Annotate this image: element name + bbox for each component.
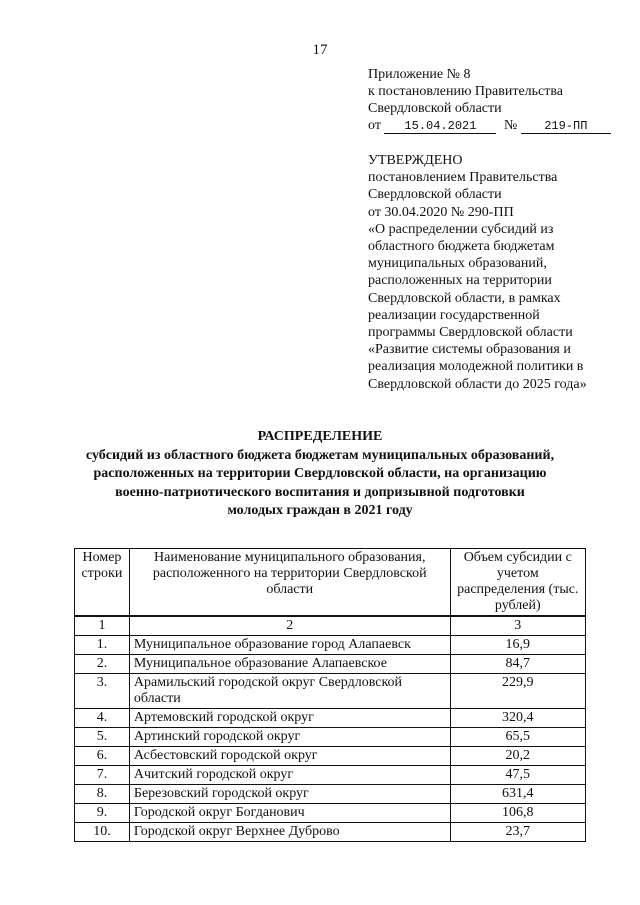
row-number: 6. — [75, 747, 130, 766]
header-row-number: Номер строки — [75, 549, 130, 617]
row-number: 8. — [75, 785, 130, 804]
row-number: 5. — [75, 728, 130, 747]
approved-block — [368, 152, 618, 393]
approved-line: Свердловской области — [368, 187, 502, 203]
subsidy-value: 65,5 — [450, 728, 585, 747]
municipality-name: Ачитский городской округ — [129, 766, 450, 785]
header-subsidy-volume: Объем субсидии с учетом распределения (тыс. рублей) — [450, 549, 585, 617]
table-row — [75, 766, 586, 785]
column-number: 3 — [450, 616, 585, 636]
approved-line: областного бюджета бюджетам — [368, 239, 555, 255]
row-number: 9. — [75, 804, 130, 823]
title-line: расположенных на территории Свердловской области, на организацию — [93, 466, 547, 481]
table-row — [75, 785, 586, 804]
subsidy-value: 84,7 — [450, 655, 585, 674]
municipality-name: Артинский городской округ — [129, 728, 450, 747]
resolution-date: 15.04.2021 — [384, 120, 496, 134]
title-line: военно-патриотического воспитания и допризывной подготовки — [115, 484, 525, 500]
header-municipality: Наименование муниципального образования, расположенного на территории Свердловской области — [129, 549, 450, 617]
table-row — [75, 823, 586, 842]
table-row — [75, 747, 586, 766]
table-row — [75, 674, 586, 709]
row-number: 2. — [75, 655, 130, 674]
subsidy-value: 47,5 — [450, 766, 585, 785]
approved-line: постановлением Правительства — [368, 170, 558, 186]
table-header-row — [75, 549, 586, 617]
approved-line: Свердловской области до 2025 года» — [368, 376, 587, 392]
subsidy-value: 106,8 — [450, 804, 585, 823]
approved-line: УТВЕРЖДЕНО — [368, 153, 463, 168]
municipality-name: Артемовский городской округ — [129, 709, 450, 728]
table-row — [75, 728, 586, 747]
subsidy-value: 631,4 — [450, 785, 585, 804]
title-line: субсидий из областного бюджета бюджетам муниципальных образований, — [85, 447, 555, 463]
table-row — [75, 636, 586, 655]
distribution-table — [74, 548, 586, 842]
column-number: 2 — [129, 616, 450, 636]
approved-line: расположенных на территории — [368, 273, 552, 289]
approved-line: муниципальных образований, — [368, 256, 547, 272]
title-heading: РАСПРЕДЕЛЕНИЕ — [257, 429, 383, 444]
subsidy-value: 16,9 — [450, 636, 585, 655]
subsidy-value: 23,7 — [450, 823, 585, 842]
approved-line: программы Свердловской области — [368, 325, 573, 341]
column-number-row — [75, 616, 586, 636]
subsidy-value: 229,9 — [450, 674, 585, 709]
row-number: 1. — [75, 636, 130, 655]
page-number: 17 — [312, 42, 328, 58]
title-line: молодых граждан в 2021 году — [227, 503, 413, 518]
row-number: 10. — [75, 823, 130, 842]
municipality-name: Муниципальное образование город Алапаевск — [129, 636, 450, 655]
appendix-line-1: Приложение № 8 — [368, 67, 471, 82]
table-row — [75, 655, 586, 674]
subsidy-value: 20,2 — [450, 747, 585, 766]
number-prefix: № — [503, 118, 518, 133]
column-number: 1 — [75, 616, 130, 636]
approved-line: «Развитие системы образования и — [368, 342, 571, 358]
municipality-name: Городской округ Богданович — [129, 804, 450, 823]
row-number: 3. — [75, 674, 130, 709]
approved-line: от 30.04.2020 № 290-ПП — [368, 204, 514, 220]
municipality-name: Муниципальное образование Алапаевское — [129, 655, 450, 674]
document-title — [60, 428, 580, 521]
municipality-name: Березовский городской округ — [129, 785, 450, 804]
municipality-name: Городской округ Верхнее Дуброво — [129, 823, 450, 842]
appendix-date-line — [368, 117, 611, 134]
approved-line: реализации государственной — [368, 307, 540, 323]
subsidy-value: 320,4 — [450, 709, 585, 728]
municipality-name: Арамильский городской округ Свердловской области — [129, 674, 450, 709]
municipality-name: Асбестовский городской округ — [129, 747, 450, 766]
approved-line: «О распределении субсидий из — [368, 221, 554, 237]
appendix-line-2: к постановлению Правительства — [368, 84, 564, 99]
table-row — [75, 709, 586, 728]
approved-line: реализация молодежной политики в — [368, 359, 584, 375]
appendix-block — [368, 66, 611, 134]
row-number: 7. — [75, 766, 130, 785]
date-prefix: от — [368, 118, 381, 133]
approved-line: Свердловской области, в рамках — [368, 290, 561, 306]
row-number: 4. — [75, 709, 130, 728]
resolution-number: 219-ПП — [521, 120, 611, 134]
appendix-line-3: Свердловской области — [368, 101, 502, 116]
table-row — [75, 804, 586, 823]
